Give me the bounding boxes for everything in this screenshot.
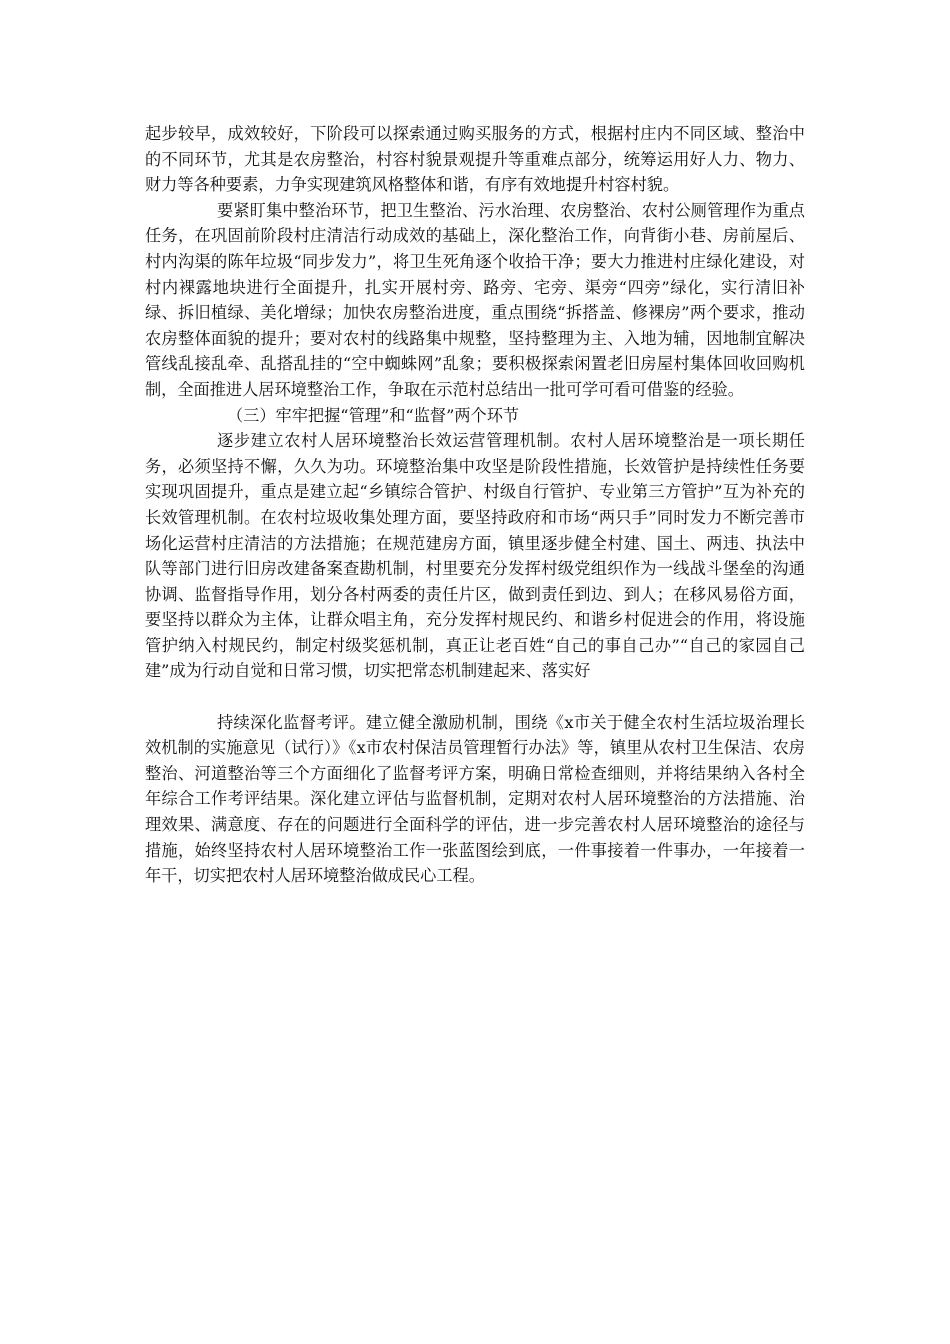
paragraph-long-term-mechanism: 逐步建立农村人居环境整治长效运营管理机制。农村人居环境整治是一项长期任务，必须坚持不懈，久久为功。环境整治集中攻坚是阶段性措施，长效管护是持续性任务要实现巩固提升，重点是建立起“乡镇综合管护、村级自行管护、专业第三方管护”互为补充的长效管理机制。在农村垃圾收集处理方面，要坚持政府和市场“两只手”同时发力不断完善市场化运营村庄清洁的方法措施；在规范建房方面，镇里逐步健全村建、国土、两违、执法中队等部门进行旧房改建备案查勘机制，村里要充分发挥村级党组织作为一线战斗堡垒的沟通协调、监督指导作用，划分各村两委的责任片区，做到责任到边、到人；在移风易俗方面，要坚持以群众为主体，让群众唱主角，充分发挥村规民约、和谐乡村促进会的作用，将设施管护纳入村规民约，制定村级奖惩机制，真正让老百姓“自己的事自己办”“自己的家园自己建”成为行动自觉和日常习惯，切实把常态机制建起来、落实好	[145, 431, 805, 681]
paragraph-supervision-evaluation: 持续深化监督考评。建立健全激励机制，围绕《x市关于健全农村生活垃圾治理长效机制的实施意见（试行）》《x市农村保洁员管理暂行办法》等，镇里从农村卫生保洁、农房整治、河道整治等三个方面细化了监督考评方案，明确日常检查细则，并将结果纳入各村全年综合工作考评结果。深化建立评估与监督机制，定期对农村人居环境整治的方法措施、治理效果、满意度、存在的问题进行全面科学的评估，进一步完善农村人居环境整治的途径与措施，始终坚持农村人居环境整治工作一张蓝图绘到底，一件事接着一件事办，一年接着一年干，切实把农村人居环境整治做成民心工程。	[145, 712, 805, 886]
paragraph-concentrated-rectification: 要紧盯集中整治环节，把卫生整治、污水治理、农房整治、农村公厕管理作为重点任务，在巩固前阶段村庄清洁行动成效的基础上，深化整治工作，向背街小巷、房前屋后、村内沟渠的陈年垃圾“同步发力”，将卫生死角逐个收拾干净；要大力推进村庄绿化建设，对村内裸露地块进行全面提升，扎实开展村旁、路旁、宅旁、渠旁“四旁”绿化，实行清旧补绿、拆旧植绿、美化增绿；加快农房整治进度，重点围绕“拆搭盖、修裸房”两个要求，推动农房整体面貌的提升；要对农村的线路集中规整，坚持整理为主、入地为辅，因地制宜解决管线乱接乱牵、乱搭乱挂的“空中蜘蛛网”乱象；要积极探索闲置老旧房屋村集体回收回购机制，全面推进人居环境整治工作，争取在示范村总结出一批可学可看可借鉴的经验。	[145, 200, 805, 399]
paragraph-continuation: 起步较早，成效较好，下阶段可以探索通过购买服务的方式，根据村庄内不同区域、整治中的不同环节，尤其是农房整治，村容村貌景观提升等重难点部分，统筹运用好人力、物力、财力等各种要素，力争实现建筑风格整体和谐，有序有效地提升村容村貌。	[145, 124, 805, 195]
paragraph-gap	[145, 684, 805, 710]
document-page	[145, 121, 805, 889]
section-heading-management-supervision: （三）牢牢把握“管理”和“监督”两个环节	[227, 405, 520, 425]
